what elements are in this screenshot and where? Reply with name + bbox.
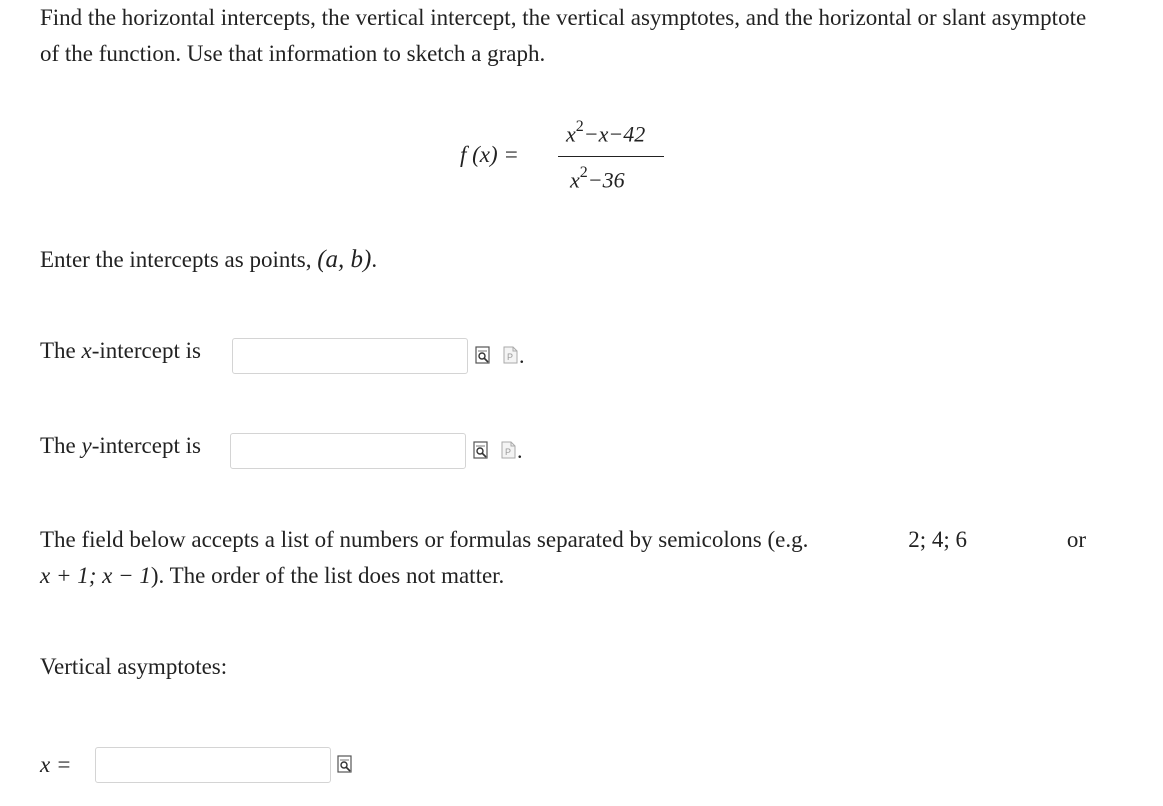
formula-numerator: $x^2-x-42$ xyxy=(566,118,646,147)
y-intercept-label: The y-intercept is xyxy=(40,433,201,458)
svg-text:P: P xyxy=(505,447,512,457)
preview-icon[interactable] xyxy=(337,755,353,773)
function-formula xyxy=(460,118,680,198)
x-intercept-suffix: . xyxy=(519,343,525,368)
problem-prompt: Find the horizontal intercepts, the vertical intercept, the vertical asymptotes, and the horizontal or slant asymptote of the function. Use that information to sketch a graph. xyxy=(40,5,1087,66)
formula-help-icon[interactable] xyxy=(501,441,517,459)
x-intercept-label: The x-intercept is xyxy=(40,338,201,363)
y-intercept-suffix: . xyxy=(517,438,523,463)
x-intercept-input[interactable] xyxy=(232,338,468,374)
svg-text:P: P xyxy=(507,352,514,362)
preview-icon[interactable] xyxy=(473,441,489,459)
list-note-line1: The field below accepts a list of numbers or formulas separated by semicolons (e.g. 2; 4; 6 or xyxy=(40,527,1086,552)
formula-denominator: $x^2-36$ xyxy=(570,164,625,193)
vertical-asymptotes-input[interactable] xyxy=(95,747,331,783)
preview-icon[interactable] xyxy=(475,346,491,364)
fraction-bar xyxy=(558,156,664,157)
vertical-asymptotes-heading: Vertical asymptotes: xyxy=(40,654,228,679)
formula-lhs: f (x) = xyxy=(460,142,519,167)
y-intercept-input[interactable] xyxy=(230,433,466,469)
vertical-asymptote-var-label: x = xyxy=(40,752,72,777)
formula-help-icon[interactable] xyxy=(503,346,519,364)
intercepts-instruction: Enter the intercepts as points, (a, b). xyxy=(40,246,378,273)
list-note-line2: x + 1; x − 1). The order of the list does not matter. xyxy=(40,563,505,588)
